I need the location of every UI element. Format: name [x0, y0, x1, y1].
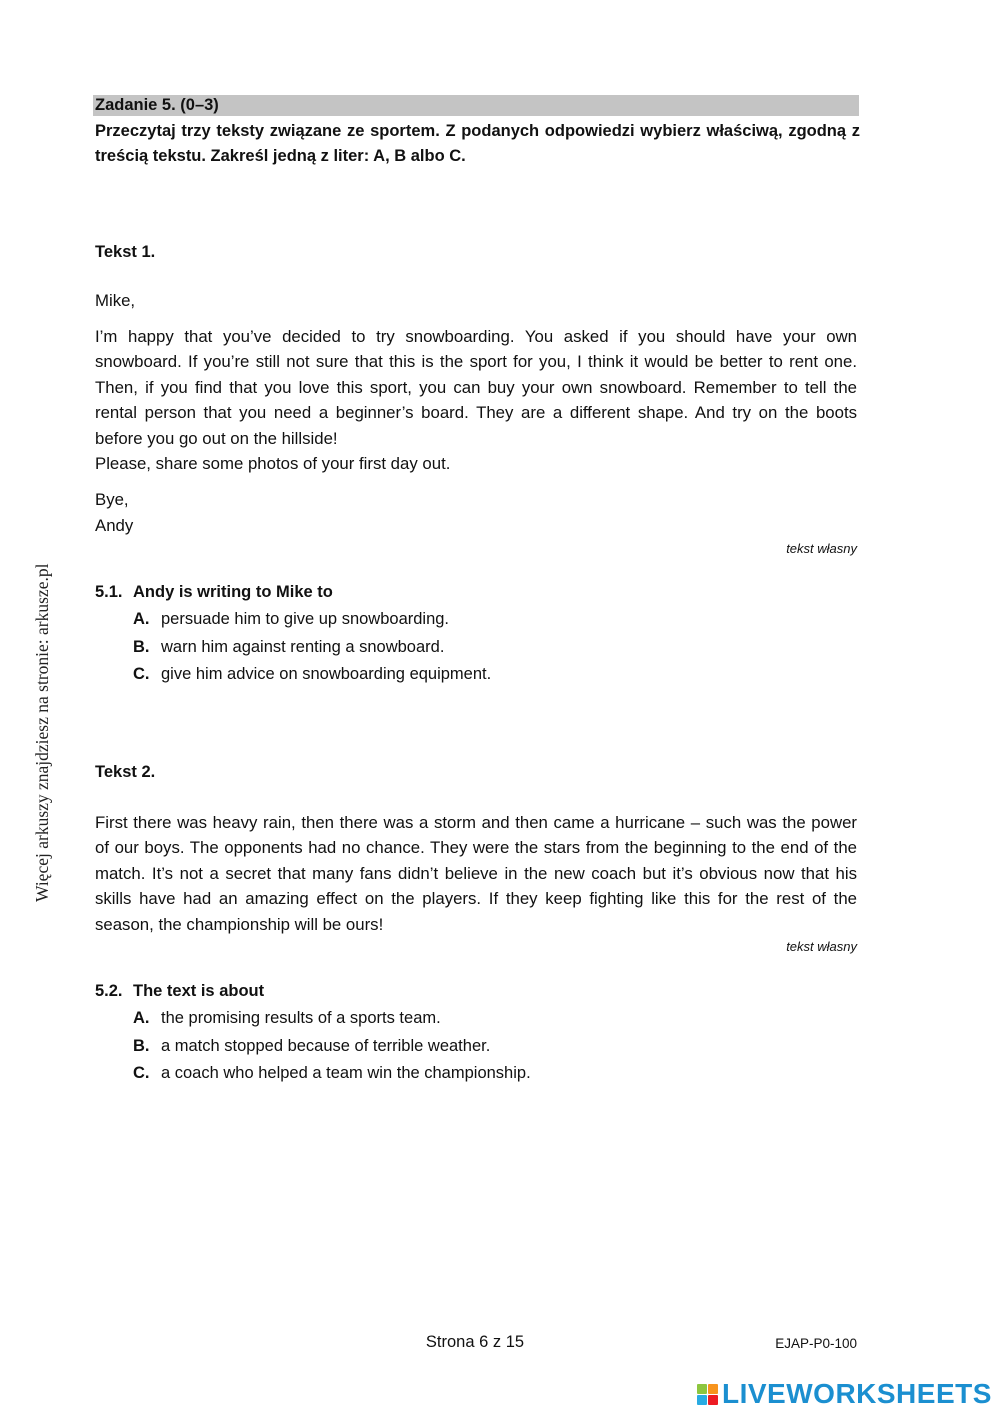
liveworksheets-logo[interactable] — [697, 1378, 992, 1410]
option-text: a coach who helped a team win the championship. — [161, 1064, 531, 1082]
page-number: Strona 6 z 15 — [425, 1333, 525, 1351]
option-c[interactable] — [133, 1060, 531, 1088]
option-text: give him advice on snowboarding equipment. — [161, 665, 492, 683]
question-stem: The text is about — [133, 982, 265, 1000]
text1-source: tekst własny — [786, 541, 857, 556]
logo-square — [708, 1395, 718, 1405]
option-text: persuade him to give up snowboarding. — [161, 610, 450, 628]
logo-text: LIVEWORKSHEETS — [722, 1378, 992, 1409]
question-stem: Andy is writing to Mike to — [133, 583, 333, 601]
option-text: a match stopped because of terrible weather. — [161, 1036, 491, 1055]
option-b[interactable] — [133, 1033, 531, 1061]
option-letter: A. — [133, 610, 150, 628]
option-text: warn him against renting a snowboard. — [161, 637, 445, 656]
task-instruction: Przeczytaj trzy teksty związane ze sportem. Z podanych odpowiedzi wybierz właściwą, zgodną z treścią tekstu. Zakreśl jedną z liter: A, B albo C. — [95, 122, 860, 165]
text1-signature: Andy — [95, 516, 134, 535]
question-number: 5.1. — [95, 583, 123, 601]
option-b[interactable] — [133, 634, 491, 662]
option-c[interactable] — [133, 661, 491, 689]
option-letter: B. — [133, 1036, 150, 1055]
text2-heading: Tekst 2. — [95, 763, 156, 781]
logo-square — [697, 1395, 707, 1405]
question-number: 5.2. — [95, 982, 123, 1000]
text2-source: tekst własny — [786, 939, 857, 954]
option-letter: A. — [133, 1009, 150, 1027]
sidebar-watermark: Więcej arkuszy znajdziesz na stronie: arkusze.pl — [32, 563, 52, 902]
logo-square — [708, 1384, 718, 1394]
text2-body — [95, 810, 857, 937]
question-5-1 — [95, 583, 333, 602]
text2-paragraph: First there was heavy rain, then there was a storm and then came a hurricane – such was the power of our boys. The opponents had no chance. They were the stars from the beginning to the end of the match. It’s not a secret that many fans didn’t believe in the new coach but it’s obvious now that his skills have had an amazing effect on the players. If they keep fighting like this for the rest of the season, the championship will be ours! — [95, 813, 857, 934]
option-letter: B. — [133, 637, 150, 656]
option-letter: C. — [133, 665, 150, 683]
logo-square — [697, 1384, 707, 1394]
logo-grid-icon — [697, 1384, 718, 1405]
text1-body — [95, 324, 857, 476]
text1-closing-line: Please, share some photos of your first day out. — [95, 454, 451, 474]
option-letter: C. — [133, 1064, 150, 1082]
option-a[interactable] — [133, 606, 491, 634]
text1-paragraph: I’m happy that you’ve decided to try snowboarding. You asked if you should have your own snowboard. If you’re still not sure that this is the sport for you, I think it would be better to rent one. Then, if you find that you love this sport, you can buy your own snowboard. Remember to tell the rental person that you need a beginner’s board. They are a different shape. And try on the boots before you go out on the hillside! — [95, 327, 857, 448]
text1-heading: Tekst 1. — [95, 243, 156, 261]
question-5-2-options — [133, 1005, 531, 1088]
task-title: Zadanie 5. (0–3) — [93, 95, 859, 116]
exam-code: EJAP-P0-100 — [775, 1336, 857, 1351]
text1-signoff: Bye, — [95, 490, 129, 509]
option-text: the promising results of a sports team. — [161, 1009, 441, 1027]
question-5-2 — [95, 982, 264, 1001]
text1-greeting: Mike, — [95, 291, 136, 310]
option-a[interactable] — [133, 1005, 531, 1033]
question-5-1-options — [133, 606, 491, 689]
